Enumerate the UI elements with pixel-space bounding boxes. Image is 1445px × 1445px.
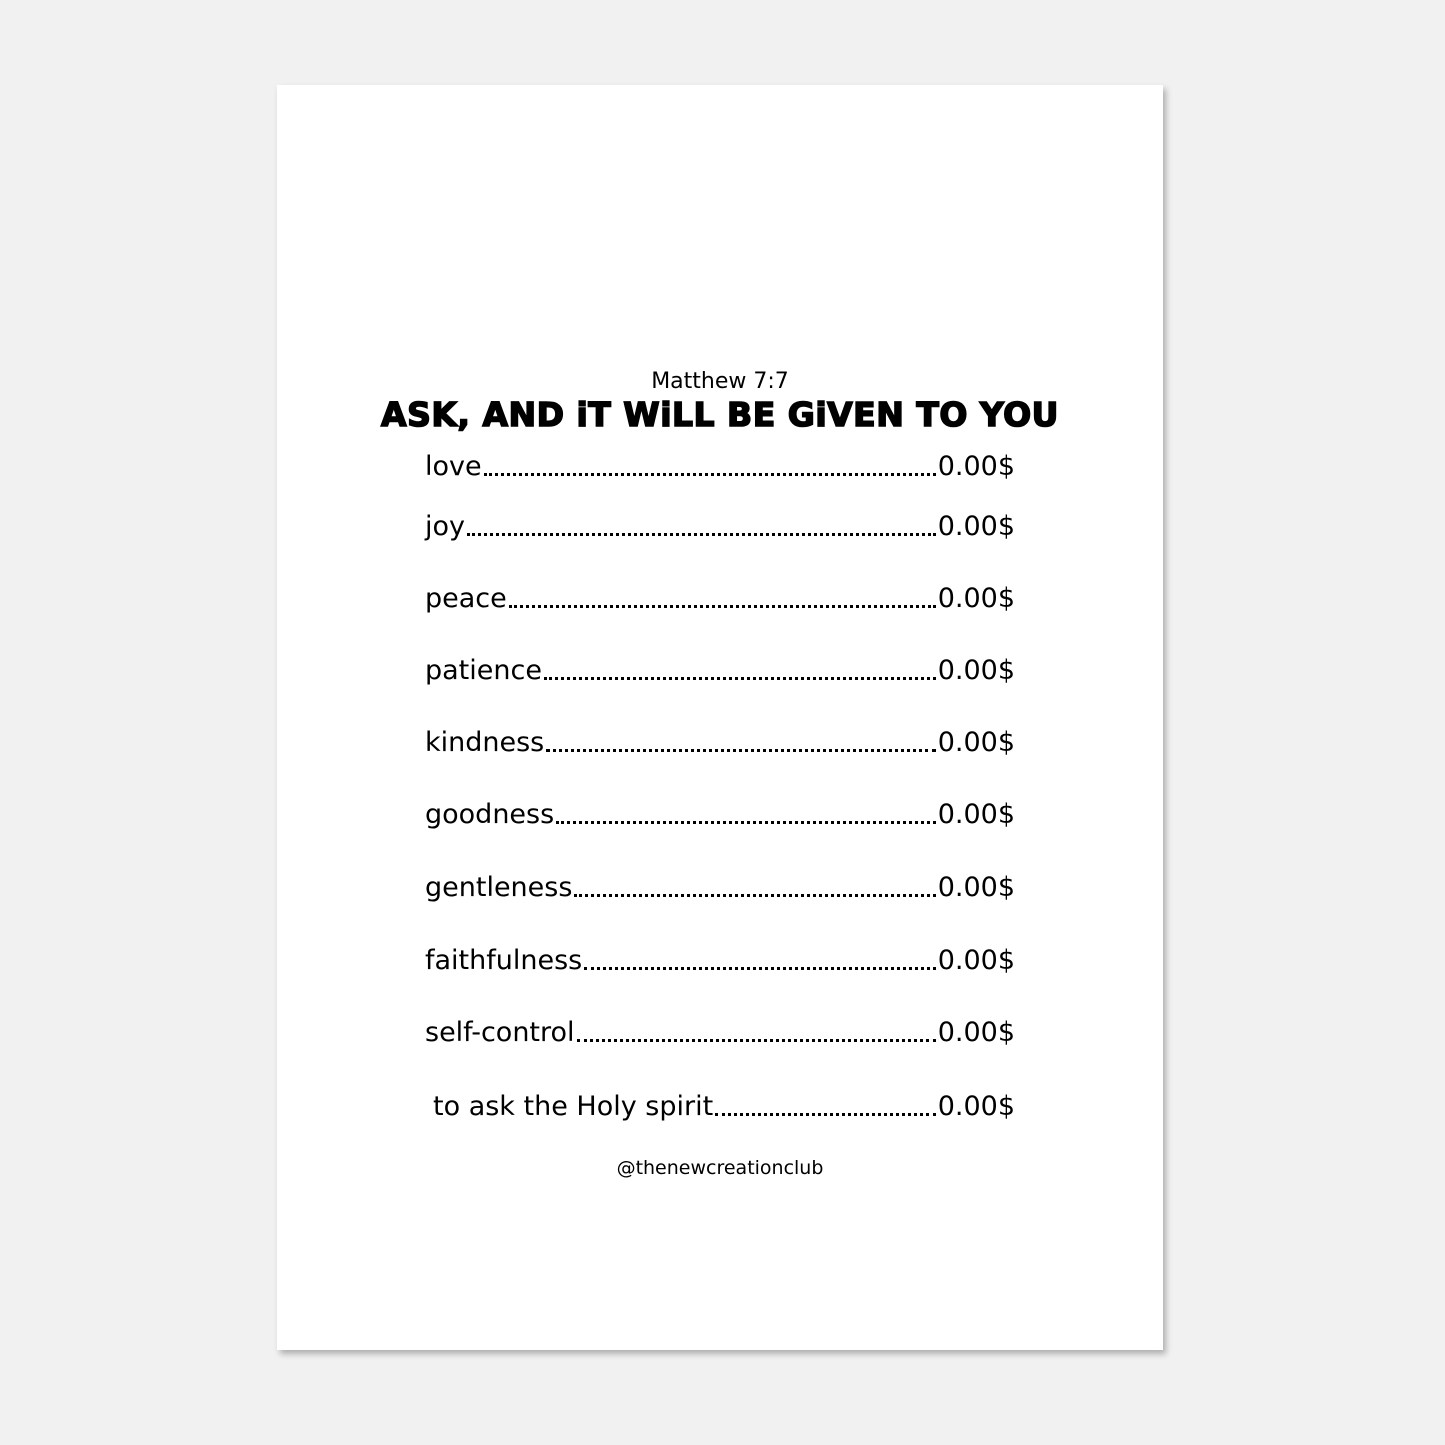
dotted-leader [484, 456, 936, 478]
item-label: faithfulness [425, 945, 583, 976]
item-price: 0.00$ [937, 945, 1015, 976]
dotted-leader [467, 516, 936, 538]
dotted-leader [544, 660, 936, 682]
item-price: 0.00$ [937, 511, 1015, 542]
poster-title: ASK, AND iT WiLL BE GiVEN TO YOU [381, 395, 1059, 434]
list-item [425, 1080, 1015, 1120]
item-label: kindness [425, 727, 545, 758]
list-item [425, 644, 1015, 684]
item-label: to ask the Holy spirit [433, 1091, 714, 1122]
item-label: love [425, 451, 482, 482]
item-price: 0.00$ [937, 727, 1015, 758]
item-label: goodness [425, 799, 555, 830]
social-handle: @thenewcreationclub [616, 1157, 824, 1179]
list-item [425, 572, 1015, 612]
scripture-reference: Matthew 7:7 [651, 369, 789, 394]
item-label: joy [425, 511, 465, 542]
item-price: 0.00$ [937, 451, 1015, 482]
dotted-leader [577, 1022, 936, 1044]
list-item [425, 861, 1015, 901]
list-item [425, 788, 1015, 828]
item-label: gentleness [425, 872, 573, 903]
list-item [425, 500, 1015, 540]
dotted-leader [546, 732, 935, 754]
dotted-leader [509, 588, 936, 610]
item-price: 0.00$ [937, 1091, 1015, 1122]
dotted-leader [574, 877, 935, 899]
item-price: 0.00$ [937, 583, 1015, 614]
item-label: patience [425, 655, 542, 686]
item-label: peace [425, 583, 507, 614]
list-item [425, 1006, 1015, 1046]
item-label: self-control [425, 1017, 575, 1048]
dotted-leader [584, 950, 935, 972]
item-price: 0.00$ [937, 1017, 1015, 1048]
poster-sheet [277, 85, 1163, 1350]
dotted-leader [556, 804, 936, 826]
item-price: 0.00$ [937, 872, 1015, 903]
list-item [425, 440, 1015, 480]
item-price: 0.00$ [937, 655, 1015, 686]
item-price: 0.00$ [937, 799, 1015, 830]
dotted-leader [715, 1096, 936, 1118]
list-item [425, 934, 1015, 974]
list-item [425, 716, 1015, 756]
